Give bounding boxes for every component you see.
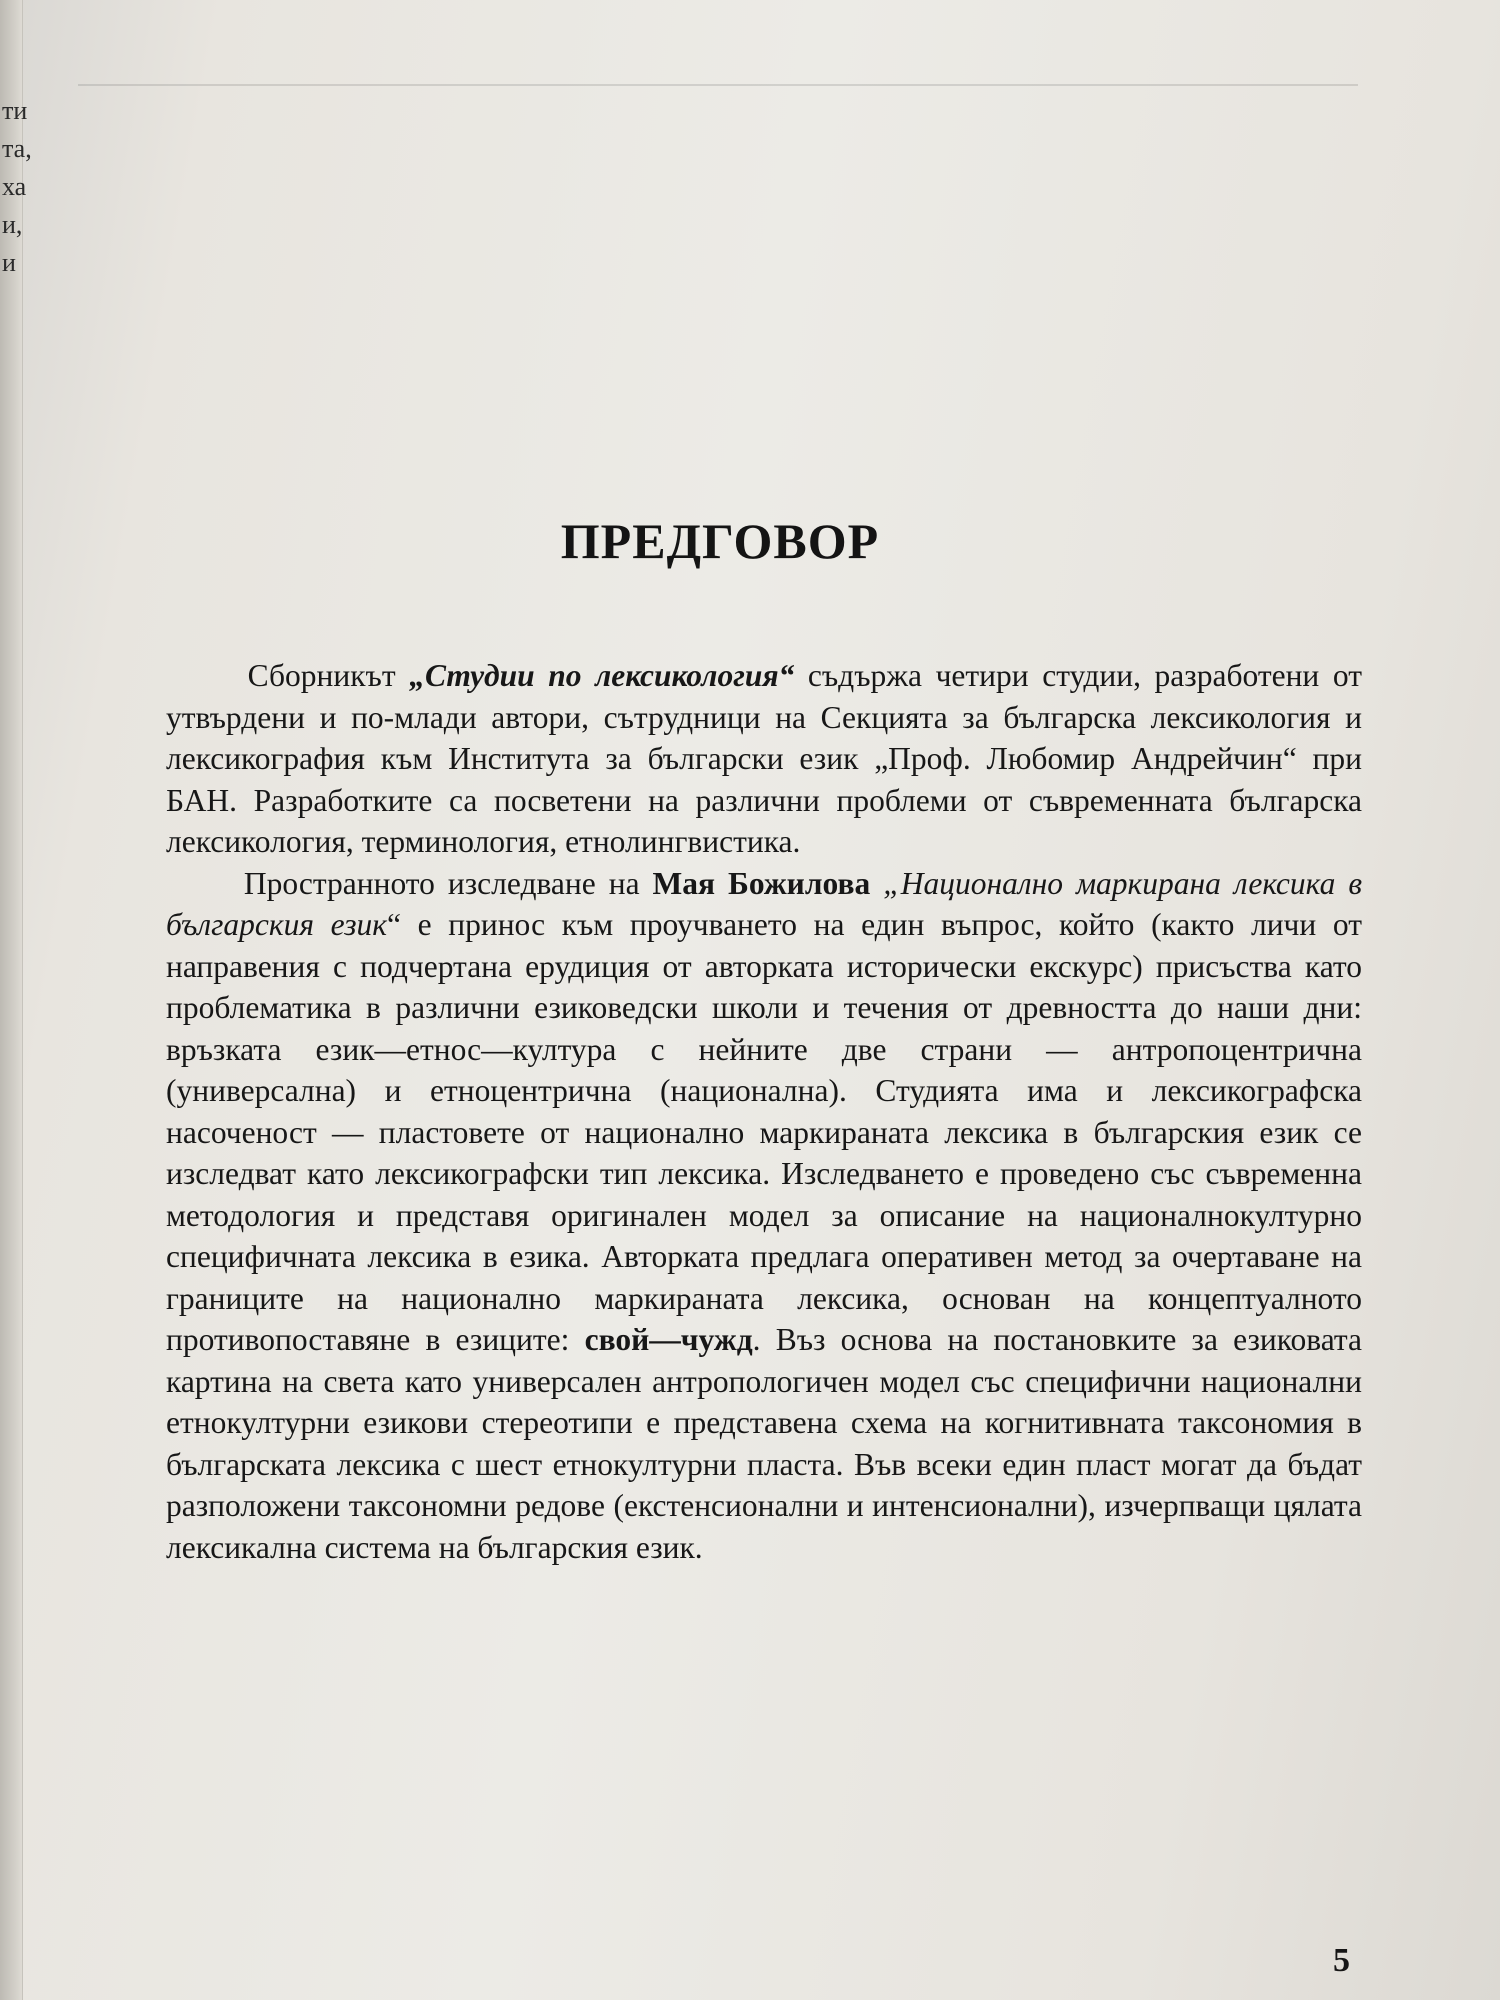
paragraph-1-rest: съдържа четири студии, разработени от утвърдени и по-млади автори, сътрудници на Секцията за българска лексикология и лексикография към Института за български език „Проф. Любомир Андрейчин“ при БАН. Разработките са посветени на различни проблеми от съвременната българска лексикология, терминология, етнолингвистика. [166, 658, 1362, 859]
paragraph-2-space [870, 866, 883, 901]
facing-fragment: ха [2, 172, 27, 201]
paragraph-2-end: . Въз основа на постановките за езиковата картина на света като универсален антропологичен модел със специфични национални етнокултурни езикови стереотипи е представена схема на когнитивната таксономия в българската лексика с шест етнокултурни пласта. Във всеки един пласт могат да бъдат разположени таксономни редове (екстенсионални и интенсионални), изчерпващи цялата лексикална система на българския език. [166, 1322, 1362, 1565]
facing-fragment: ти [2, 96, 28, 125]
facing-fragment: и [2, 248, 16, 277]
work-title: „Национално маркирана лексика в българския език [166, 865, 1363, 942]
paragraph-2 [166, 863, 1362, 1569]
page-title: ПРЕДГОВОР [560, 513, 880, 569]
facing-page-edge [0, 0, 32, 2000]
facing-fragment: та, [2, 134, 32, 163]
body-text [166, 655, 1362, 1568]
bleed-through-header-rule [78, 84, 1358, 86]
author-name: Мая Божилова [652, 865, 871, 901]
paragraph-2-start: Пространното изследване на [243, 865, 653, 901]
facing-page-text-fragments [2, 92, 32, 282]
page-number: 5 [1333, 1942, 1350, 1979]
book-title: „Студии по лексикология“ [409, 658, 795, 693]
opposition-term: свой—чужд [584, 1322, 753, 1357]
paragraph-2-middle: “ е принос към проучването на един въпрос, който (както личи от направения с подчертана ерудиция от авторката исторически екскурс) присъства като проблематика в различни езиковедски школи и течения от древността до наши дни: връзката език—етнос—култура с нейните две страни — антропоцентрична (универсална) и етноцентрична (национална). Студията има и лексикографска насоченост — пластовете от национално маркираната лексика в българския език се изследват като лексикографски тип лексика. Изследването е проведено със съвременна методология и представя оригинален модел за описание на националнокултурно специфичната лексика в езика. Авторката предлага оперативен метод за очертаване на границите на национално маркираната лексика, основан на концептуалното противопоставяне в езиците: [166, 907, 1362, 1357]
paragraph-1-start: Сборникът [247, 658, 410, 693]
facing-fragment: и, [2, 210, 23, 239]
paragraph-1 [166, 655, 1362, 863]
